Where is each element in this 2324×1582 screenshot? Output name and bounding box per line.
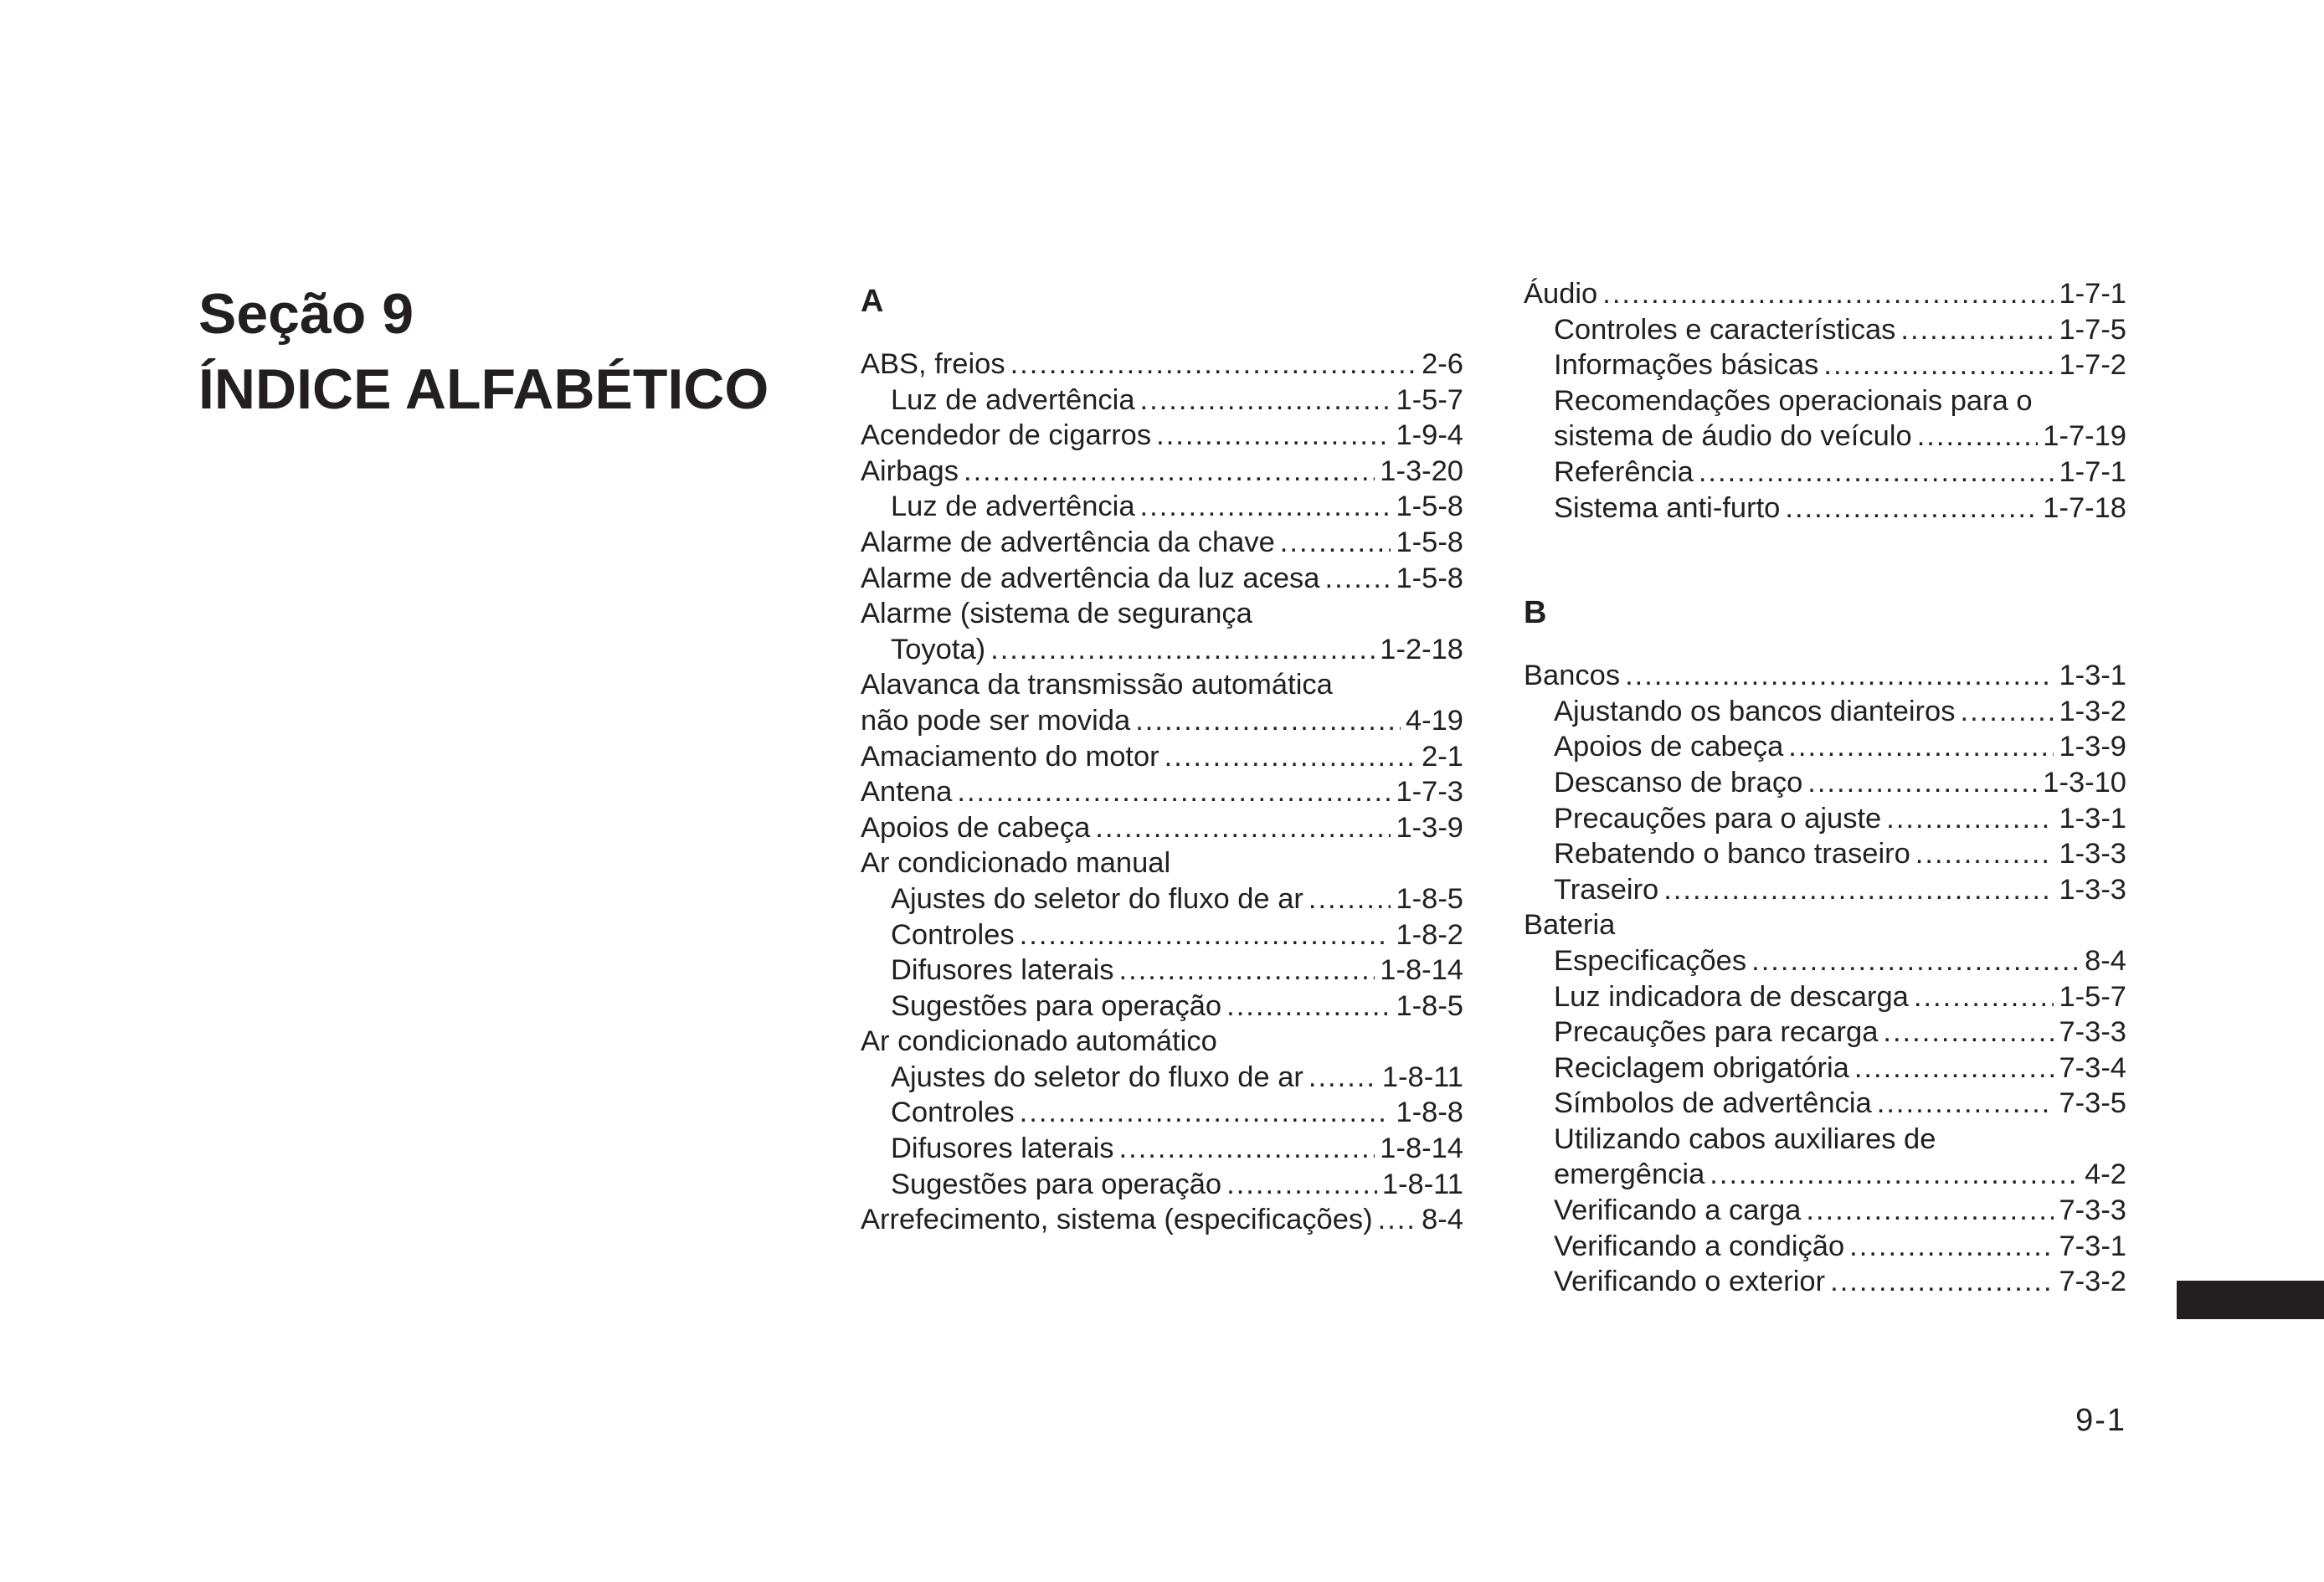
index-entry xyxy=(1524,276,2126,312)
index-subentry xyxy=(1524,312,2126,348)
index-subentry xyxy=(1524,694,2126,730)
dot-leader xyxy=(1324,561,1391,597)
entry-text: Antena xyxy=(861,776,953,809)
entry-text: Alarme de advertência da chave xyxy=(861,526,1275,558)
dot-leader xyxy=(1877,1086,2054,1122)
entry-page-ref: 1-3-3 xyxy=(2059,838,2126,871)
index-entry xyxy=(861,739,1463,775)
entry-text: Bateria xyxy=(1524,909,1616,942)
entry-text: Arrefecimento, sistema (especificações) xyxy=(861,1204,1373,1236)
index-subentry xyxy=(1524,943,2126,979)
entry-page-ref: 1-9-4 xyxy=(1396,419,1463,452)
entry-text: sistema de áudio do veículo xyxy=(1554,420,1912,453)
dot-leader xyxy=(1165,739,1417,775)
index-entry xyxy=(861,454,1463,490)
index-subentry xyxy=(1524,801,2126,837)
entry-text: Alarme de advertência da luz acesa xyxy=(861,562,1320,594)
entry-text: Difusores laterais xyxy=(891,1133,1114,1165)
entry-text: Apoios de cabeça xyxy=(861,811,1091,844)
index-entry xyxy=(861,525,1463,561)
letter-spacer xyxy=(861,321,1463,347)
entry-text: Difusores laterais xyxy=(891,954,1114,987)
entry-text: Especificações xyxy=(1554,944,1747,977)
entry-page-ref: 1-2-18 xyxy=(1380,633,1463,665)
entry-text: Luz indicadora de descarga xyxy=(1554,980,1909,1013)
index-subentry xyxy=(1524,347,2126,383)
index-subentry xyxy=(1524,1086,2126,1122)
entry-page-ref: 1-3-9 xyxy=(1396,811,1463,844)
dot-leader xyxy=(1309,1060,1377,1096)
index-subentry xyxy=(1524,872,2126,908)
entry-text: Sugestões para operação xyxy=(891,1168,1222,1200)
entry-text: Referência xyxy=(1554,455,1694,488)
dot-leader xyxy=(1751,943,2080,979)
entry-page-ref: 1-7-5 xyxy=(2059,313,2126,346)
index-subentry xyxy=(861,383,1463,419)
entry-text: Alavanca da transmissão automática xyxy=(861,669,1333,701)
dot-leader xyxy=(1823,347,2054,383)
dot-leader xyxy=(1226,1167,1377,1203)
dot-leader xyxy=(1226,989,1391,1025)
entry-page-ref: 1-5-8 xyxy=(1396,562,1463,594)
dot-leader xyxy=(957,774,1391,810)
index-entry xyxy=(861,703,1463,739)
dot-leader xyxy=(1914,979,2054,1015)
entry-page-ref: 1-3-1 xyxy=(2059,660,2126,692)
entry-text: Controles xyxy=(891,918,1015,951)
entry-text: Luz de advertência xyxy=(891,383,1135,416)
entry-page-ref: 1-7-19 xyxy=(2043,420,2126,453)
entry-text: Recomendações operacionais para o xyxy=(1554,384,2033,417)
dot-leader xyxy=(1378,1202,1417,1238)
entry-page-ref: 1-5-7 xyxy=(2059,980,2126,1013)
dot-leader xyxy=(1917,419,2039,455)
page-number: 9-1 xyxy=(2075,1403,2126,1438)
entry-text: Ajustes do seletor do fluxo de ar xyxy=(891,1061,1303,1093)
index-entry xyxy=(861,561,1463,597)
index-column-2 xyxy=(1524,276,2126,1300)
entry-text: emergência xyxy=(1554,1158,1705,1191)
entry-text: Airbags xyxy=(861,455,959,487)
entry-text: ABS, freios xyxy=(861,348,1005,380)
entry-page-ref: 7-3-4 xyxy=(2059,1051,2126,1084)
entry-page-ref: 1-3-2 xyxy=(2059,695,2126,727)
dot-leader xyxy=(990,632,1375,668)
entry-page-ref: 2-6 xyxy=(1422,348,1463,380)
entry-page-ref: 1-3-1 xyxy=(2059,802,2126,835)
dot-leader xyxy=(1854,1050,2054,1086)
index-entry xyxy=(1524,658,2126,694)
entry-page-ref: 1-3-20 xyxy=(1380,455,1463,487)
entry-text: Reciclagem obrigatória xyxy=(1554,1051,1849,1084)
entry-text: Rebatendo o banco traseiro xyxy=(1554,838,1910,871)
dot-leader xyxy=(1886,801,2054,837)
entry-text: Traseiro xyxy=(1554,873,1659,906)
index-subentry xyxy=(1524,729,2126,765)
group-spacer xyxy=(1524,526,2126,588)
dot-leader xyxy=(1010,347,1417,383)
dot-leader xyxy=(1119,1131,1375,1167)
dot-leader xyxy=(1095,810,1391,846)
dot-leader xyxy=(1960,694,2054,730)
dot-leader xyxy=(1135,703,1401,739)
index-entry xyxy=(861,1024,1463,1060)
index-subentry xyxy=(1524,836,2126,872)
entry-page-ref: 1-3-9 xyxy=(2059,731,2126,763)
entry-text: Informações básicas xyxy=(1554,349,1819,382)
index-entry xyxy=(861,418,1463,454)
entry-page-ref: 1-8-14 xyxy=(1380,954,1463,987)
entry-page-ref: 1-8-8 xyxy=(1396,1097,1463,1129)
entry-page-ref: 1-5-8 xyxy=(1396,526,1463,558)
entry-page-ref: 1-7-1 xyxy=(2059,278,2126,310)
index-subentry xyxy=(861,917,1463,953)
entry-text: Precauções para recarga xyxy=(1554,1016,1879,1049)
dot-leader xyxy=(1309,881,1391,917)
entry-page-ref: 1-3-3 xyxy=(2059,873,2126,906)
dot-leader xyxy=(1788,729,2054,765)
entry-text: Luz de advertência xyxy=(891,491,1135,523)
entry-page-ref: 7-3-2 xyxy=(2059,1266,2126,1298)
index-subentry xyxy=(1524,491,2126,526)
entry-page-ref: 2-1 xyxy=(1422,740,1463,773)
entry-page-ref: 1-7-3 xyxy=(1396,776,1463,809)
section-title: ÍNDICE ALFABÉTICO xyxy=(198,357,769,421)
index-subentry xyxy=(1524,1193,2126,1229)
index-letter-heading: A xyxy=(861,284,884,319)
entry-page-ref: 1-8-5 xyxy=(1396,882,1463,915)
index-subentry xyxy=(1524,455,2126,491)
entry-page-ref: 1-8-11 xyxy=(1381,1168,1463,1200)
index-subentry xyxy=(1524,1122,2126,1158)
index-subentry xyxy=(1524,979,2126,1015)
entry-text: Símbolos de advertência xyxy=(1554,1087,1872,1120)
entry-page-ref: 1-7-2 xyxy=(2059,349,2126,382)
dot-leader xyxy=(1830,1264,2054,1300)
dot-leader xyxy=(1699,455,2054,491)
dot-leader xyxy=(1280,525,1391,561)
index-letter-heading: B xyxy=(1524,595,1547,631)
entry-page-ref: 1-8-11 xyxy=(1381,1061,1463,1093)
entry-text: Toyota) xyxy=(891,633,986,665)
entry-text: Bancos xyxy=(1524,660,1621,692)
index-subentry xyxy=(861,989,1463,1025)
dot-leader xyxy=(1806,1193,2054,1229)
dot-leader xyxy=(1785,491,2038,526)
index-entry xyxy=(861,667,1463,703)
index-entry xyxy=(861,347,1463,383)
letter-spacer xyxy=(1524,633,2126,658)
entry-page-ref: 1-8-5 xyxy=(1396,989,1463,1022)
dot-leader xyxy=(1140,383,1391,419)
dot-leader xyxy=(1020,917,1391,953)
dot-leader xyxy=(1900,312,2054,348)
entry-text: Controles xyxy=(891,1097,1015,1129)
entry-text: Verificando o exterior xyxy=(1554,1266,1826,1298)
entry-text: Controles e características xyxy=(1554,313,1896,346)
index-subentry xyxy=(1524,1157,2126,1193)
dot-leader xyxy=(1156,418,1391,454)
dot-leader xyxy=(1020,1095,1391,1131)
section-label: Seção 9 xyxy=(198,282,414,346)
entry-page-ref: 7-3-5 xyxy=(2059,1087,2126,1120)
index-subentry xyxy=(1524,765,2126,801)
dot-leader xyxy=(1602,276,2054,312)
entry-page-ref: 1-3-10 xyxy=(2043,766,2126,799)
entry-text: Utilizando cabos auxiliares de xyxy=(1554,1122,1936,1155)
entry-page-ref: 1-8-14 xyxy=(1380,1133,1463,1165)
dot-leader xyxy=(1915,836,2054,872)
entry-page-ref: 1-7-18 xyxy=(2043,491,2126,524)
index-subentry xyxy=(861,881,1463,917)
index-subentry xyxy=(861,1095,1463,1131)
index-entry xyxy=(861,596,1463,632)
index-subentry xyxy=(861,632,1463,668)
index-entry xyxy=(861,1202,1463,1238)
entry-text: Verificando a condição xyxy=(1554,1230,1845,1262)
index-entry xyxy=(861,774,1463,810)
entry-page-ref: 8-4 xyxy=(1422,1204,1463,1236)
entry-page-ref: 1-5-7 xyxy=(1396,383,1463,416)
entry-text: Áudio xyxy=(1524,278,1598,310)
entry-text: Descanso de braço xyxy=(1554,766,1803,799)
index-entry xyxy=(861,845,1463,881)
entry-page-ref: 4-2 xyxy=(2085,1158,2126,1191)
dot-leader xyxy=(964,454,1375,490)
entry-page-ref: 1-7-1 xyxy=(2059,455,2126,488)
index-subentry xyxy=(861,1167,1463,1203)
entry-text: Verificando a carga xyxy=(1554,1194,1802,1227)
entry-page-ref: 8-4 xyxy=(2085,944,2126,977)
entry-text: não pode ser movida xyxy=(861,704,1131,737)
entry-text: Precauções para o ajuste xyxy=(1554,802,1882,835)
entry-text: Sistema anti-furto xyxy=(1554,491,1781,524)
index-column-1 xyxy=(861,276,1463,1238)
entry-text: Apoios de cabeça xyxy=(1554,731,1784,763)
index-subentry xyxy=(861,489,1463,525)
entry-text: Alarme (sistema de segurança xyxy=(861,598,1252,630)
entry-text: Ajustes do seletor do fluxo de ar xyxy=(891,882,1303,915)
section-heading xyxy=(198,276,769,427)
entry-page-ref: 1-5-8 xyxy=(1396,491,1463,523)
index-subentry xyxy=(861,1060,1463,1096)
entry-text: Ajustando os bancos dianteiros xyxy=(1554,695,1956,727)
entry-text: Ar condicionado automático xyxy=(861,1025,1217,1058)
index-subentry xyxy=(1524,1050,2126,1086)
dot-leader xyxy=(1119,953,1375,989)
dot-leader xyxy=(1625,658,2054,694)
dot-leader xyxy=(1140,489,1391,525)
index-entry xyxy=(1524,907,2126,943)
index-entry xyxy=(861,810,1463,846)
index-subentry xyxy=(1524,383,2126,419)
entry-text: Acendedor de cigarros xyxy=(861,419,1152,452)
dot-leader xyxy=(1883,1014,2054,1050)
index-subentry xyxy=(1524,419,2126,455)
entry-page-ref: 7-3-1 xyxy=(2059,1230,2126,1262)
index-subentry xyxy=(861,953,1463,989)
entry-page-ref: 7-3-3 xyxy=(2059,1016,2126,1049)
section-tab-marker xyxy=(2177,1281,2324,1319)
dot-leader xyxy=(1710,1157,2080,1193)
index-subentry xyxy=(1524,1014,2126,1050)
entry-page-ref: 7-3-3 xyxy=(2059,1194,2126,1227)
dot-leader xyxy=(1807,765,2038,801)
entry-text: Sugestões para operação xyxy=(891,989,1222,1022)
entry-text: Amaciamento do motor xyxy=(861,740,1159,773)
index-subentry xyxy=(861,1131,1463,1167)
entry-text: Ar condicionado manual xyxy=(861,847,1171,880)
dot-leader xyxy=(1849,1229,2054,1265)
dot-leader xyxy=(1663,872,2054,908)
entry-page-ref: 1-8-2 xyxy=(1396,918,1463,951)
index-subentry xyxy=(1524,1264,2126,1300)
index-subentry xyxy=(1524,1229,2126,1265)
entry-page-ref: 4-19 xyxy=(1405,704,1463,737)
